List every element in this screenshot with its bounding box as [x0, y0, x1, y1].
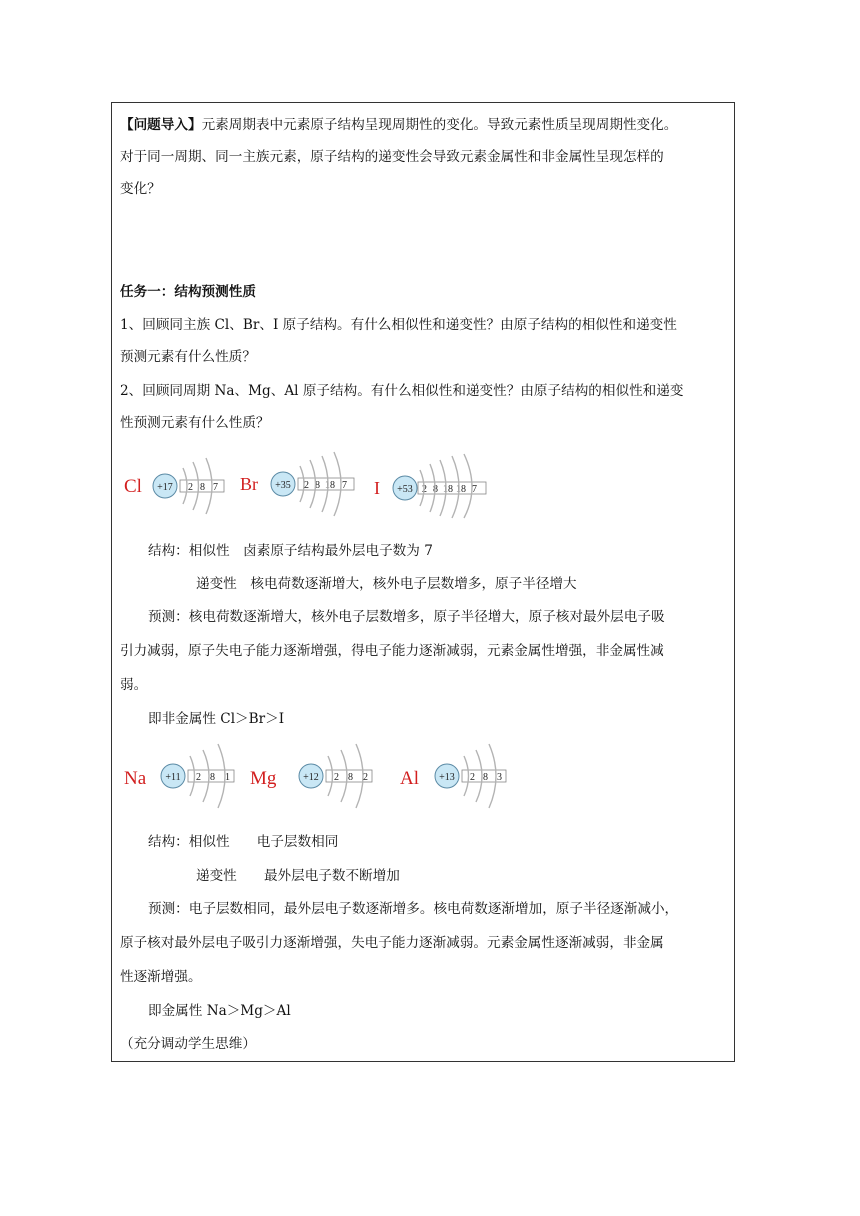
intro-text: 元素周期表中元素原子结构呈现周期性的变化。导致元素性质呈现周期性变化。: [201, 117, 678, 133]
halogen-atom-diagrams: [118, 448, 498, 520]
atom-symbol: Na: [124, 768, 147, 789]
period3-atom-diagrams: [118, 738, 518, 814]
nucleus-charge: +35: [275, 480, 291, 491]
shell-count: 3: [497, 772, 502, 783]
period3-prediction-line3: 性逐渐增强。: [120, 969, 202, 985]
halogen-prediction-line1: 预测：核电荷数逐渐增大，核外电子层数增多，原子半径增大，原子核对最外层电子吸: [148, 609, 665, 625]
question-2-line2: 性预测元素有什么性质？: [120, 415, 270, 431]
shell-count: 2: [363, 772, 368, 783]
period3-prediction-line1: 预测：电子层数相同，最外层电子数逐渐增多。核电荷数逐渐增加，原子半径逐渐减小，: [148, 901, 679, 917]
period3-conclusion: 即金属性 Na＞Mg＞Al: [148, 1003, 291, 1019]
shell-count: 2: [470, 772, 475, 783]
task-title: 任务一：结构预测性质: [120, 284, 256, 300]
atom-i: [374, 454, 486, 518]
atom-al: [400, 744, 506, 808]
nucleus-charge: +11: [165, 772, 181, 783]
intro-paragraph-line3: 变化？: [120, 181, 161, 197]
period3-structure-trend: 递变性 最外层电子数不断增加: [196, 868, 400, 884]
shell-count: 2: [334, 772, 339, 783]
question-1-line1: 1、回顾同主族 Cl、Br、I 原子结构。有什么相似性和递变性？由原子结构的相似性和递变性: [120, 317, 677, 333]
shell-count: 7: [472, 484, 477, 495]
shell-count: 2: [304, 480, 309, 491]
question-1-line2: 预测元素有什么性质？: [120, 349, 256, 365]
intro-paragraph-line2: 对于同一周期、同一主族元素，原子结构的递变性会导致元素金属性和非金属性呈现怎样的: [120, 149, 664, 165]
shell-count: 8: [200, 482, 205, 493]
atom-cl: [124, 458, 224, 514]
shell-count: 18: [443, 484, 453, 495]
shell-count: 8: [210, 772, 215, 783]
halogen-structure-similarity: 结构：相似性 卤素原子结构最外层电子数为 7: [148, 543, 433, 559]
shell-count: 8: [483, 772, 488, 783]
atom-symbol: Br: [240, 474, 258, 494]
period3-prediction-line2: 原子核对最外层电子吸引力逐渐增强，失电子能力逐渐减弱。元素金属性逐渐减弱，非金属: [120, 935, 664, 951]
shell-count: 18: [456, 484, 466, 495]
shell-count: 18: [325, 480, 335, 491]
shell-count: 2: [422, 484, 427, 495]
atom-symbol: Al: [400, 768, 419, 789]
nucleus-charge: +13: [439, 772, 455, 783]
atom-symbol: Mg: [250, 768, 277, 789]
shell-count: 2: [188, 482, 193, 493]
halogen-prediction-line3: 弱。: [120, 677, 148, 693]
nucleus-charge: +53: [397, 484, 413, 495]
shell-count: 7: [342, 480, 347, 491]
atom-mg: [250, 744, 372, 808]
shell-count: 2: [196, 772, 201, 783]
intro-paragraph-line1: [120, 116, 677, 134]
nucleus-charge: +17: [157, 482, 173, 493]
footer-note: （充分调动学生思维）: [120, 1036, 256, 1052]
shell-count: 8: [433, 484, 438, 495]
nucleus-charge: +12: [303, 772, 319, 783]
atom-na: [124, 744, 234, 808]
atom-symbol: Cl: [124, 476, 142, 497]
shell-count: 8: [348, 772, 353, 783]
shell-count: 7: [213, 482, 218, 493]
period3-structure-similarity: 结构：相似性 电子层数相同: [148, 834, 339, 850]
atom-br: [240, 452, 354, 516]
halogen-conclusion: 即非金属性 Cl＞Br＞I: [148, 711, 285, 727]
halogen-structure-trend: 递变性 核电荷数逐渐增大，核外电子层数增多，原子半径增大: [196, 576, 577, 592]
shell-count: 1: [225, 772, 230, 783]
shell-count: 8: [315, 480, 320, 491]
intro-label: 【问题导入】: [120, 117, 202, 133]
atom-symbol: I: [374, 478, 380, 498]
halogen-prediction-line2: 引力减弱，原子失电子能力逐渐增强，得电子能力逐渐减弱，元素金属性增强，非金属性减: [120, 643, 664, 659]
question-2-line1: 2、回顾同周期 Na、Mg、Al 原子结构。有什么相似性和递变性？由原子结构的相似性和递变: [120, 383, 684, 399]
